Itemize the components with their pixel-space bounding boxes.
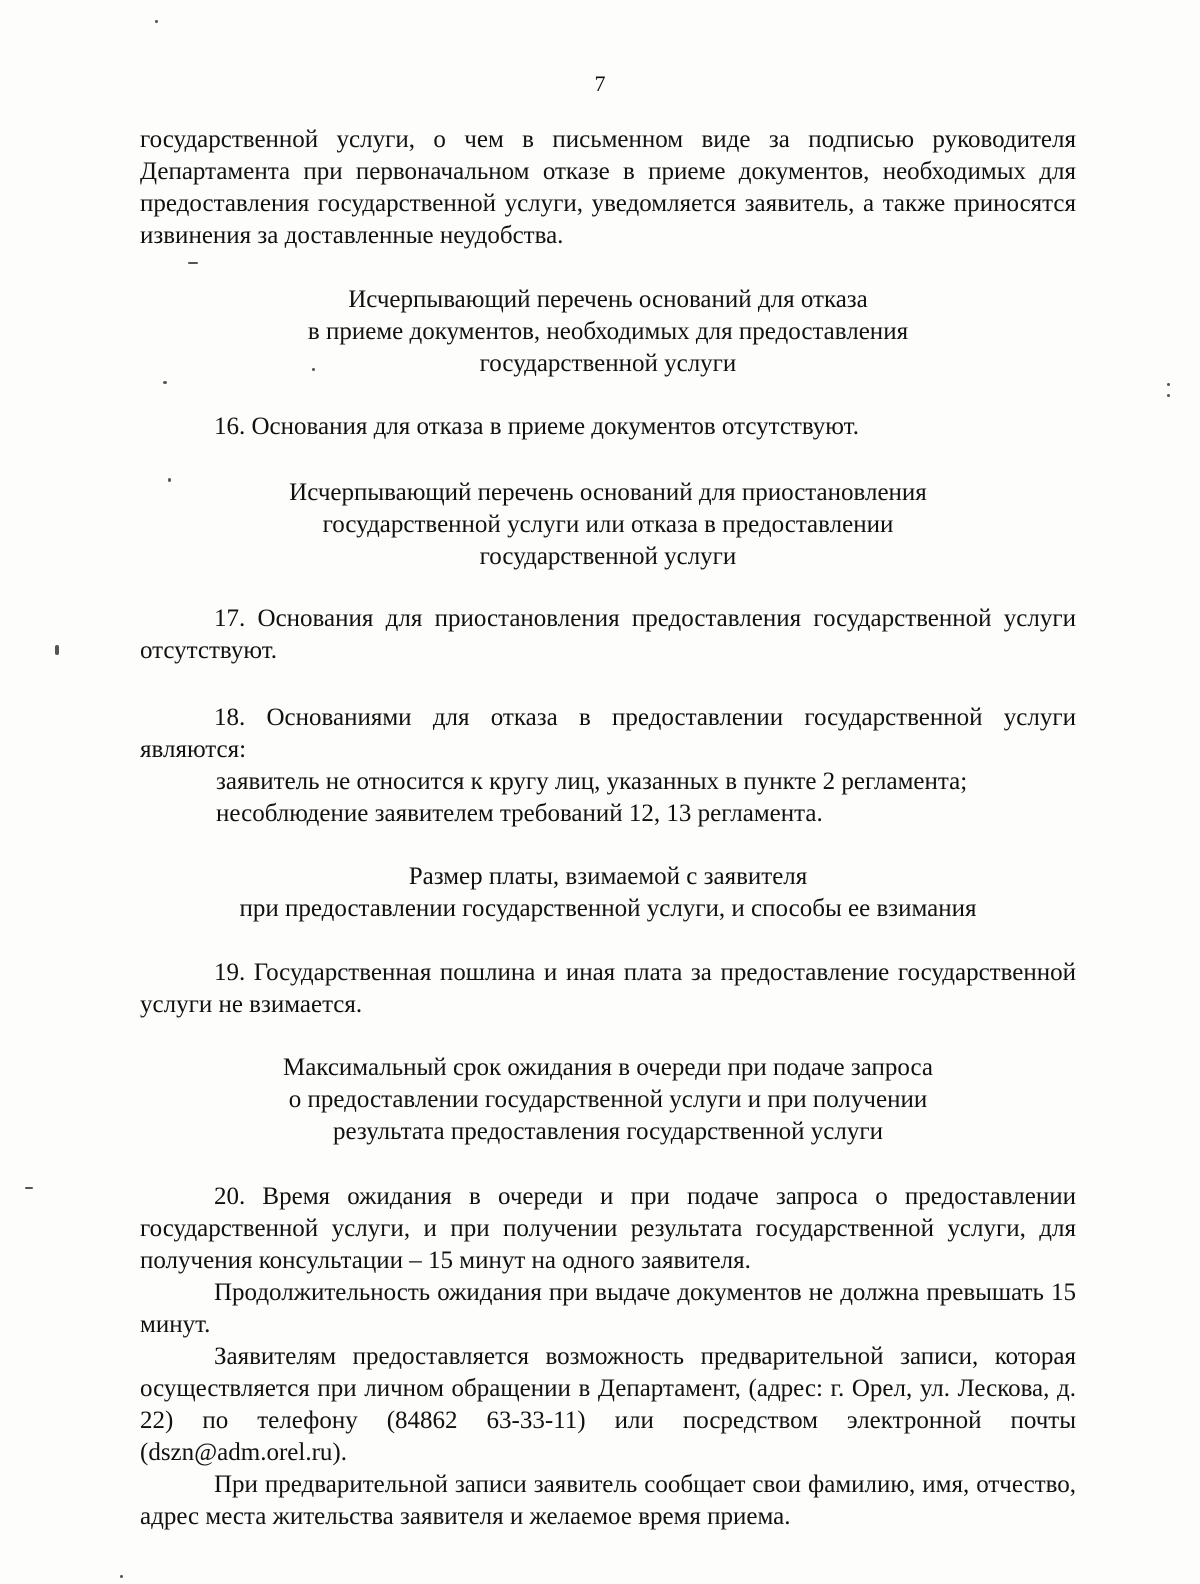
heading-line: государственной услуги или отказа в предоставлении	[322, 511, 894, 538]
heading-line: при предоставлении государственной услуги, и способы ее взимания	[239, 895, 977, 922]
paragraph-19	[140, 957, 1076, 1021]
list-item: несоблюдение заявителем требований 12, 13 регламента.	[216, 800, 823, 827]
paragraph-text: 18. Основаниями для отказа в предоставлении государственной услуги являются:	[140, 704, 1076, 763]
page-number: 7	[594, 71, 606, 96]
scan-speck	[120, 1575, 123, 1578]
heading-line: государственной услуги	[479, 543, 737, 570]
paragraph-18-list	[140, 766, 1152, 830]
paragraph-text: 17. Основания для приостановления предоставления государственной услуги отсутствуют.	[140, 605, 1076, 664]
heading-line: Исчерпывающий перечень оснований для приостановления	[289, 479, 927, 506]
paragraph-text: Продолжительность ожидания при выдаче документов не должна превышать 15 минут.	[140, 1279, 1076, 1338]
scan-speck	[155, 20, 158, 23]
heading-line: Максимальный срок ожидания в очереди при подаче запроса	[282, 1054, 934, 1081]
scan-speck	[1167, 383, 1170, 386]
scan-speck	[168, 478, 171, 482]
paragraph-18	[140, 702, 1076, 766]
paragraph-text: государственной услуги, о чем в письменном виде за подписью руководителя Департамента при первоначальном отказе в приеме документов, необходимых для предоставления государственной услуги, уведомляется заявитель, а также приносятся извинения за доставленные неудобства.	[140, 126, 1076, 249]
section-heading-waiting-time	[140, 1052, 1076, 1148]
heading-line: Размер платы, взимаемой с заявителя	[408, 863, 808, 890]
scan-speck	[163, 381, 167, 384]
scan-speck	[188, 262, 198, 264]
heading-line: результата предоставления государственной услуги	[333, 1118, 883, 1145]
intro-paragraph	[140, 124, 1076, 252]
scan-speck	[25, 1187, 33, 1189]
scan-speck	[55, 645, 59, 655]
section-heading-suspension	[140, 477, 1076, 573]
paragraph-text: Заявителям предоставляется возможность предварительной записи, которая осуществляется при личном обращении в Департамент, (адрес: г. Орел, ул. Лескова, д. 22) по телефону (84862 63-33-11) или посредством электронной почты (dszn@adm.orel.ru).	[140, 1343, 1076, 1466]
scan-speck	[312, 368, 315, 371]
heading-line: Исчерпывающий перечень оснований для отказа	[348, 286, 868, 313]
paragraph-16	[140, 411, 1076, 443]
paragraph-text: 20. Время ожидания в очереди и при подаче запроса о предоставлении государственной услуги, и при получении результата государственной услуги, для получения консультации – 15 минут на одного заявителя.	[140, 1183, 1076, 1274]
paragraph-text: 16. Основания для отказа в приеме документов отсутствуют.	[214, 413, 859, 440]
paragraph-20	[140, 1181, 1076, 1533]
heading-line: о предоставлении государственной услуги и при получении	[288, 1086, 928, 1113]
section-heading-refusal-reception	[140, 284, 1076, 380]
paragraph-text: При предварительной записи заявитель сообщает свои фамилию, имя, отчество, адрес места жительства заявителя и желаемое время приема.	[140, 1471, 1076, 1530]
paragraph-text: 19. Государственная пошлина и иная плата за предоставление государственной услуги не взимается.	[140, 959, 1076, 1018]
scan-speck	[1167, 394, 1170, 397]
section-heading-fee	[140, 861, 1076, 925]
heading-line: государственной услуги	[479, 350, 737, 377]
list-item: заявитель не относится к кругу лиц, указанных в пункте 2 регламента;	[216, 768, 968, 795]
heading-line: в приеме документов, необходимых для предоставления	[307, 318, 909, 345]
paragraph-17	[140, 603, 1076, 667]
